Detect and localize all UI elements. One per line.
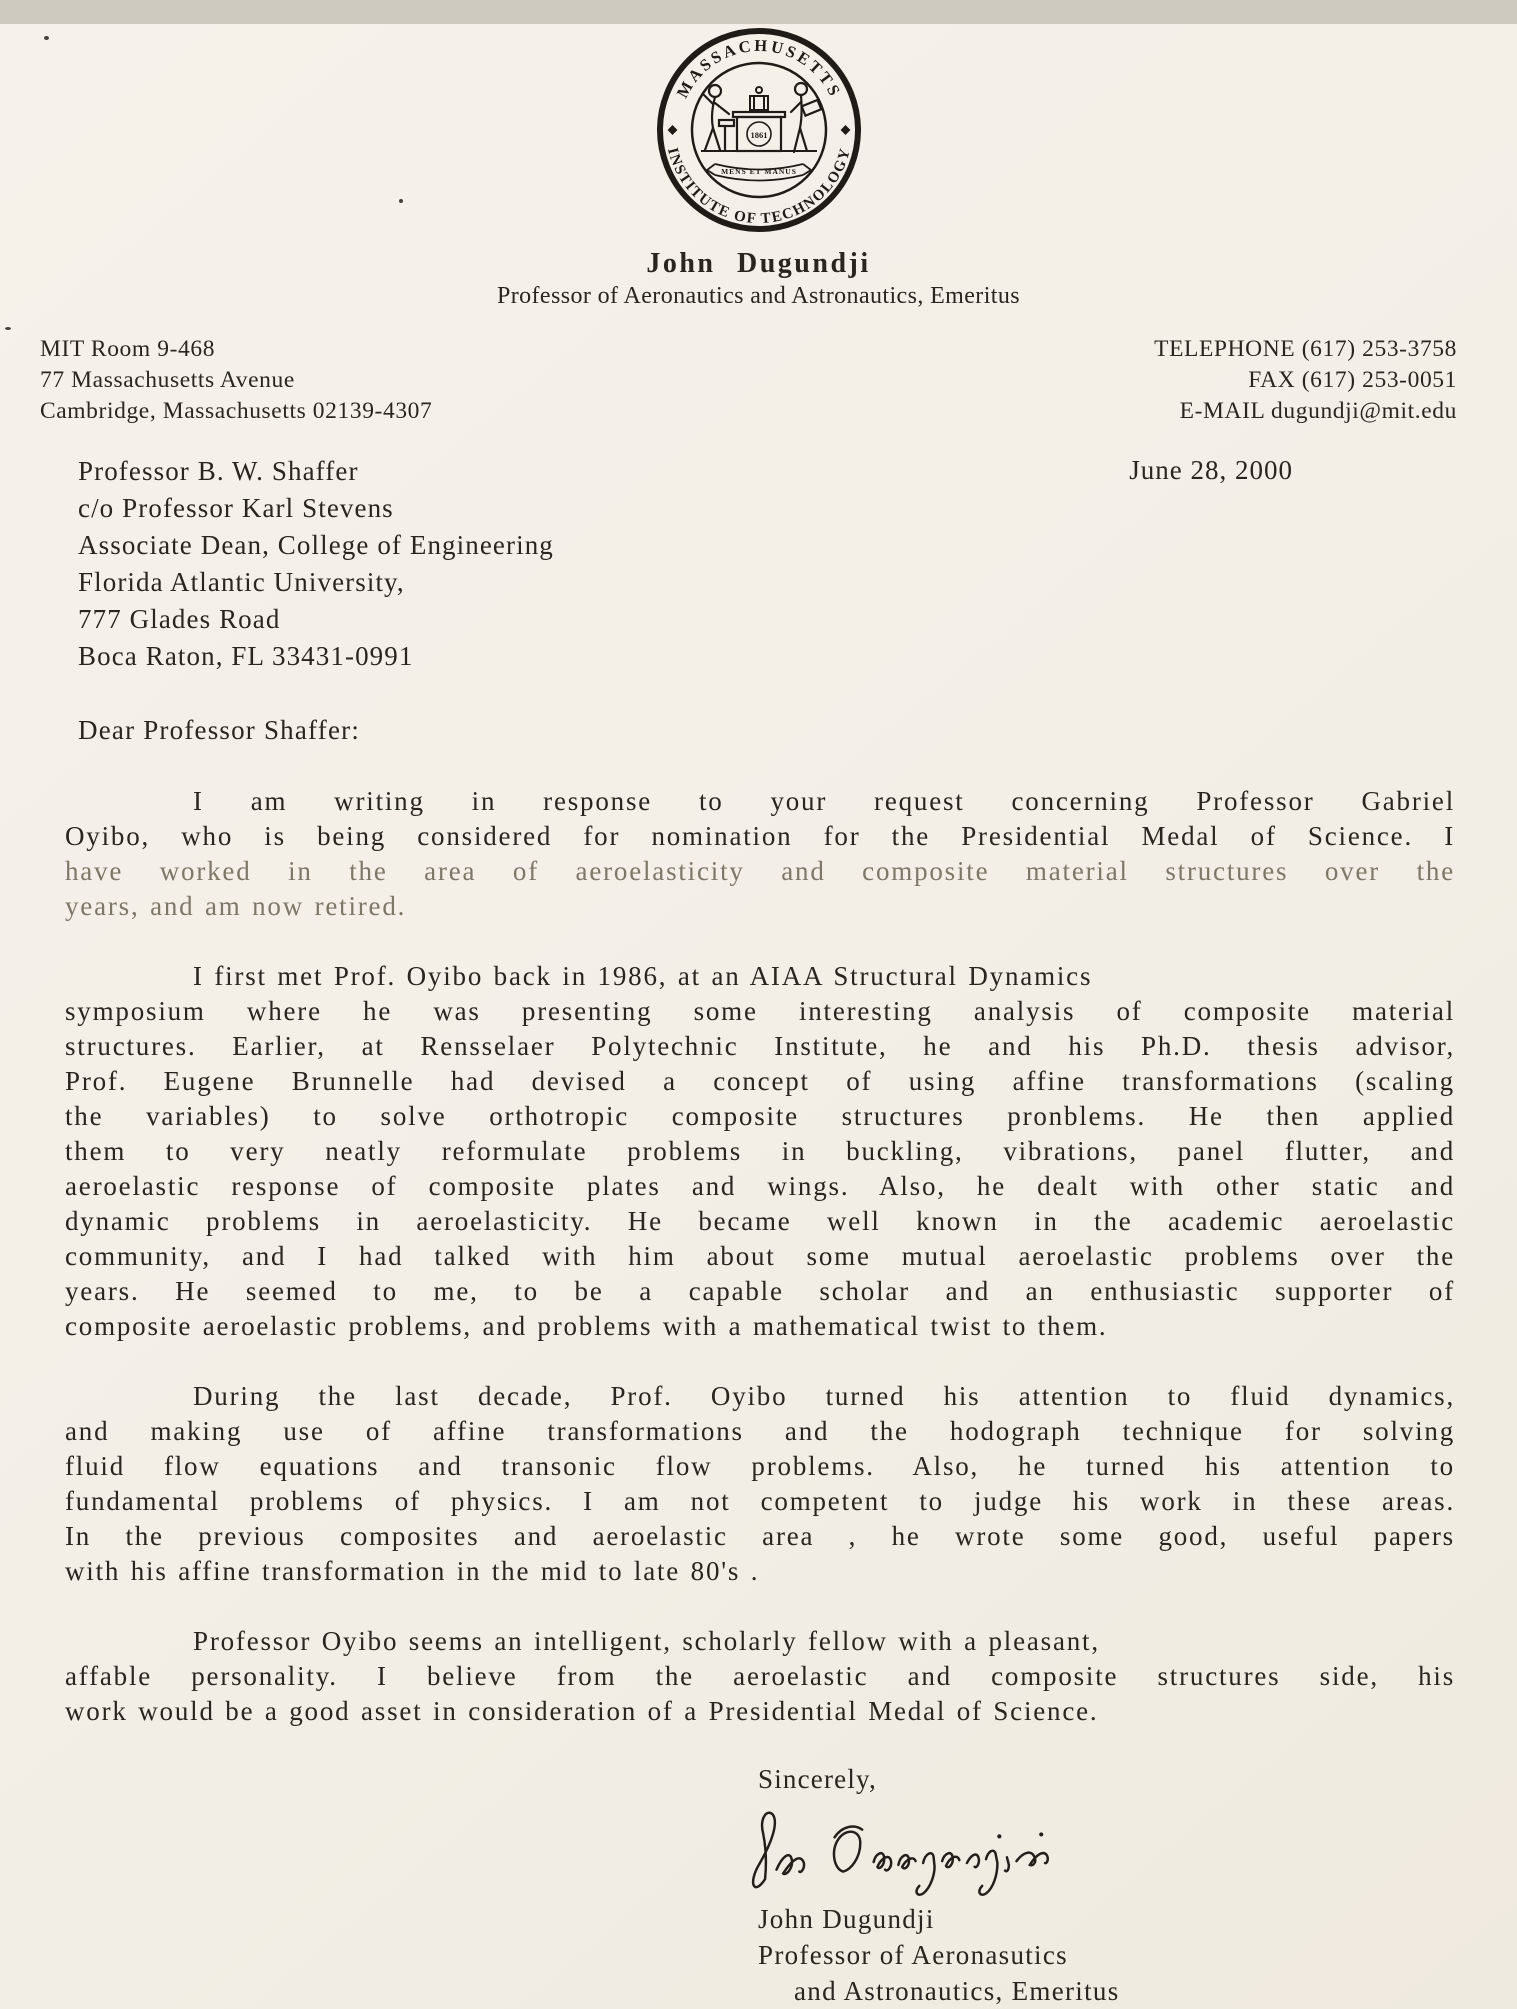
body-line: years. He seemed to me, to be a capable scholar and an enthusiastic supporter of bbox=[65, 1276, 1455, 1306]
body-line: with his affine transformation in the mid to late 80's . bbox=[65, 1556, 760, 1586]
recipient-line: Boca Raton, FL 33431-0991 bbox=[78, 641, 414, 671]
seal-figure-craftsman bbox=[703, 85, 734, 150]
seal-ring-text-bottom: INSTITUTE OF TECHNOLOGY bbox=[663, 145, 854, 228]
body-line: composite aeroelastic problems, and problems with a mathematical twist to them. bbox=[65, 1311, 1108, 1341]
letterhead-address-block bbox=[40, 334, 432, 427]
valediction: Sincerely, bbox=[758, 1764, 877, 1794]
seal-lamp-icon bbox=[750, 87, 768, 110]
body-line: In the previous composites and aeroelastic area , he wrote some good, useful papers bbox=[65, 1521, 1455, 1551]
signed-title-line2: and Astronautics, Emeritus bbox=[794, 1976, 1120, 2006]
body-line: and making use of affine transformations and the hodograph technique for solving bbox=[65, 1416, 1455, 1446]
body-line: I first met Prof. Oyibo back in 1986, at an AIAA Structural Dynamics bbox=[193, 961, 1093, 991]
recipient-line: c/o Professor Karl Stevens bbox=[78, 493, 394, 523]
body-line: dynamic problems in aeroelasticity. He became well known in the academic aeroelastic bbox=[65, 1206, 1455, 1236]
body-line: affable personality. I believe from the aeroelastic and composite structures side, his bbox=[65, 1661, 1455, 1691]
seal-year: 1861 bbox=[750, 130, 767, 140]
recipient-date-row bbox=[0, 427, 1517, 675]
signed-name: John Dugundji bbox=[758, 1904, 935, 1934]
mit-seal-icon bbox=[653, 24, 865, 236]
seal-motto-ribbon bbox=[707, 164, 811, 181]
seal-ring-text-top: MASSACHUSETTS bbox=[672, 35, 845, 102]
recipient-line: Florida Atlantic University, bbox=[78, 567, 405, 597]
paragraph-1 bbox=[65, 784, 1455, 924]
seal-diamond-right-icon bbox=[840, 125, 850, 135]
recipient-line: 777 Glades Road bbox=[78, 604, 281, 634]
body-line: community, and I had talked with him about some mutual aeroelastic problems over the bbox=[65, 1241, 1455, 1271]
recipient-address-block bbox=[78, 453, 554, 675]
body-line-faded: have worked in the area of aeroelasticity and composite material structures over the bbox=[65, 856, 1455, 886]
body-line: them to very neatly reformulate problems in buckling, vibrations, panel flutter, and bbox=[65, 1136, 1455, 1166]
address-line: 77 Massachusetts Avenue bbox=[40, 367, 295, 393]
letterhead-name: John Dugundji bbox=[646, 248, 871, 279]
seal-motto: MENS ET MANUS bbox=[720, 167, 797, 176]
letterhead-title: Professor of Aeronautics and Astronautics, Emeritus bbox=[497, 283, 1020, 309]
paragraph-2 bbox=[65, 959, 1455, 1344]
letter-body bbox=[65, 784, 1455, 1729]
body-line: fluid flow equations and transonic flow problems. Also, he turned his attention to bbox=[65, 1451, 1455, 1481]
body-line: fundamental problems of physics. I am not competent to judge his work in these areas. bbox=[65, 1486, 1455, 1516]
letter-date: June 28, 2000 bbox=[1129, 455, 1293, 485]
seal-diamond-left-icon bbox=[667, 125, 677, 135]
scan-speck bbox=[5, 327, 11, 330]
body-line: structures. Earlier, at Rensselaer Polytechnic Institute, he and his Ph.D. thesis advisor, bbox=[65, 1031, 1455, 1061]
telephone-line: TELEPHONE (617) 253-3758 bbox=[1154, 336, 1457, 362]
paragraph-3 bbox=[65, 1379, 1455, 1589]
body-line: Oyibo, who is being considered for nomination for the Presidential Medal of Science. I bbox=[65, 821, 1455, 851]
body-line: During the last decade, Prof. Oyibo turned his attention to fluid dynamics, bbox=[193, 1381, 1455, 1411]
recipient-line: Associate Dean, College of Engineering bbox=[78, 530, 554, 560]
body-line: aeroelastic response of composite plates and wings. Also, he dealt with other static and bbox=[65, 1171, 1455, 1201]
letterhead-contact-block bbox=[1154, 334, 1457, 427]
letterhead-info-row bbox=[0, 310, 1517, 427]
handwritten-signature bbox=[746, 1803, 1106, 1903]
seal-figure-scholar bbox=[791, 83, 821, 152]
closing-block bbox=[758, 1764, 1517, 2009]
salutation: Dear Professor Shaffer: bbox=[78, 715, 361, 745]
scan-speck bbox=[399, 199, 403, 203]
address-line: Cambridge, Massachusetts 02139-4307 bbox=[40, 398, 433, 424]
body-line: Professor Oyibo seems an intelligent, scholarly fellow with a pleasant, bbox=[193, 1626, 1100, 1656]
scan-speck bbox=[44, 36, 49, 40]
body-line: the variables) to solve orthotropic composite structures pronblems. He then applied bbox=[65, 1101, 1455, 1131]
body-line-faded: years, and am now retired. bbox=[65, 891, 407, 921]
body-line: I am writing in response to your request concerning Professor Gabriel bbox=[193, 786, 1455, 816]
body-line: work would be a good asset in consideration of a Presidential Medal of Science. bbox=[65, 1696, 1099, 1726]
email-line: E-MAIL dugundji@mit.edu bbox=[1179, 398, 1457, 424]
body-line: symposium where he was presenting some interesting analysis of composite material bbox=[65, 996, 1455, 1026]
body-line: Prof. Eugene Brunnelle had devised a concept of using affine transformations (scaling bbox=[65, 1066, 1455, 1096]
signed-title-line1: Professor of Aeronasutics bbox=[758, 1940, 1068, 1970]
paragraph-4 bbox=[65, 1624, 1455, 1729]
fax-line: FAX (617) 253-0051 bbox=[1248, 367, 1457, 393]
address-line: MIT Room 9-468 bbox=[40, 336, 216, 362]
recipient-line: Professor B. W. Shaffer bbox=[78, 456, 359, 486]
scanned-letter-page bbox=[0, 24, 1517, 2009]
